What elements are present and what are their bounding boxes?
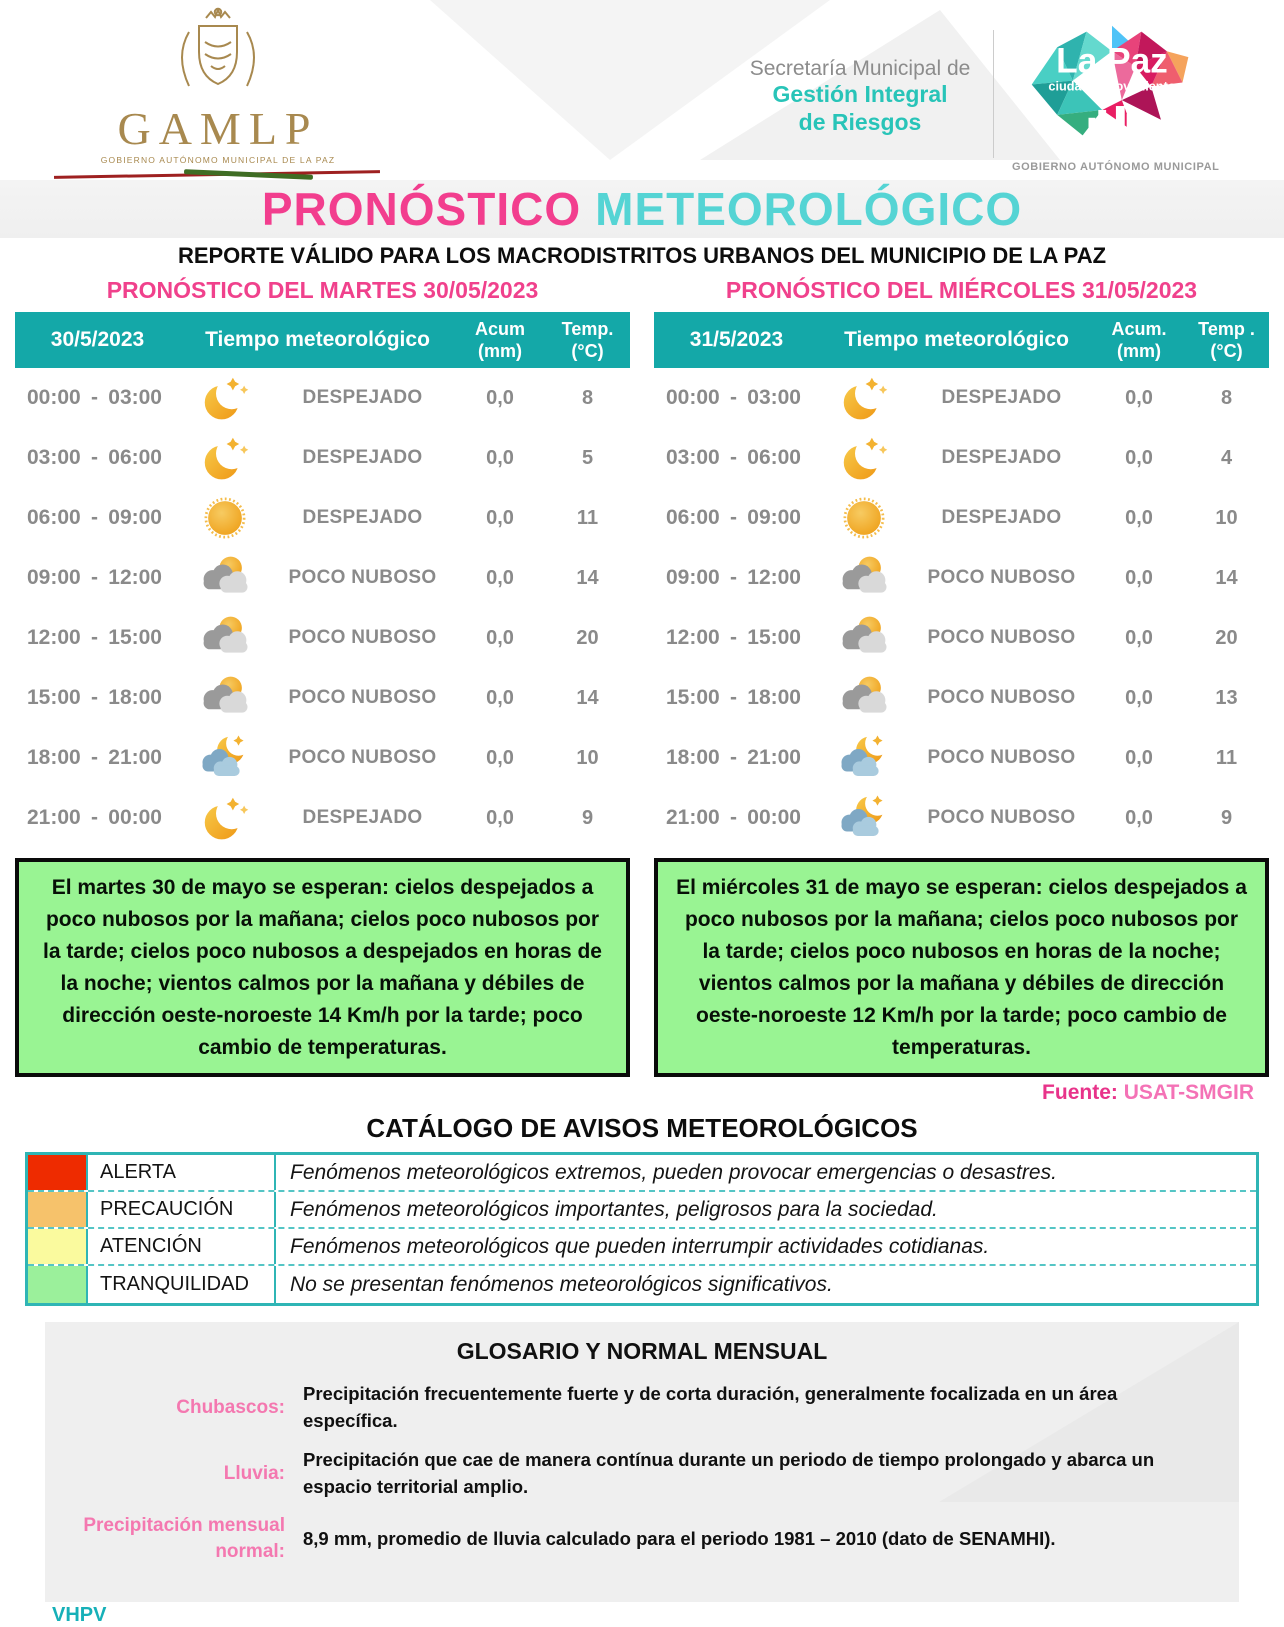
catalog-row (28, 1155, 1256, 1192)
gamlp-logo (48, 4, 388, 181)
warning-catalog (25, 1113, 1259, 1306)
moon-behind-clouds-icon (837, 791, 891, 845)
source-label: Fuente: (1042, 1081, 1118, 1105)
table-header (15, 312, 630, 368)
table-row: 00:00 - 03:00 DESPEJADO 0,0 8 (15, 368, 630, 428)
table-row: 21:00 - 00:00 POCO NUBOSO 0,0 9 (654, 788, 1269, 848)
col-weather: Tiempo meteorológico (205, 328, 430, 351)
tranquility-color-swatch (28, 1266, 86, 1303)
sun-icon (837, 491, 891, 545)
glossary-panel (45, 1322, 1239, 1601)
glossary-term: Chubascos: (176, 1396, 285, 1418)
glossary-definition: Precipitación frecuentemente fuerte y de corta duración, generalmente focalizada en un área específica. (303, 1383, 1118, 1432)
moon-stars-icon (198, 371, 252, 425)
moon-stars-icon (837, 431, 891, 485)
sun-behind-clouds-icon (198, 611, 252, 665)
lapaz-logo (1012, 14, 1220, 173)
source-line (0, 1081, 1284, 1105)
sun-behind-clouds-icon (198, 551, 252, 605)
catalog-description: Fenómenos meteorológicos que pueden interrumpir actividades cotidianas. (274, 1229, 1256, 1264)
source-value: USAT-SMGIR (1123, 1081, 1254, 1105)
col-temp: Temp. (°C) (561, 318, 614, 361)
table-row: 06:00 - 09:00 DESPEJADO 0,0 10 (654, 488, 1269, 548)
col-date: 30/5/2023 (50, 328, 145, 351)
forecast-title-wednesday: PRONÓSTICO DEL MIÉRCOLES 31/05/2023 (725, 277, 1198, 303)
table-row: 15:00 - 18:00 POCO NUBOSO 0,0 14 (15, 668, 630, 728)
catalog-table (25, 1152, 1259, 1306)
gamlp-ribbon (48, 169, 388, 181)
title-part1: PRONÓSTICO (261, 183, 582, 235)
sun-behind-clouds-icon (837, 551, 891, 605)
secretaria-line1: Secretaría Municipal de (749, 57, 971, 80)
table-row: 09:00 - 12:00 POCO NUBOSO 0,0 14 (15, 548, 630, 608)
author-initials: VHPV (52, 1603, 107, 1626)
title-part2: METEOROLÓGICO (595, 183, 1023, 235)
table-row: 09:00 - 12:00 POCO NUBOSO 0,0 14 (654, 548, 1269, 608)
secretaria-block (735, 56, 985, 136)
glossary-term: Precipitación mensual normal: (83, 1514, 285, 1563)
forecast-title-tuesday: PRONÓSTICO DEL MARTES 30/05/2023 (106, 277, 539, 303)
report-subtitle: REPORTE VÁLIDO PARA LOS MACRODISTRITOS URBANOS DEL MUNICIPIO DE LA PAZ (177, 243, 1107, 268)
col-acum: Acum. (mm) (1111, 318, 1167, 361)
forecast-table-wednesday (654, 273, 1269, 1077)
lapaz-caption: GOBIERNO AUTÓNOMO MUNICIPAL (1012, 161, 1220, 173)
gamlp-acronym: GAMLP (117, 103, 319, 154)
moon-stars-icon (198, 431, 252, 485)
lapaz-name: La Paz (1056, 41, 1168, 81)
catalog-label: TRANQUILIDAD (86, 1266, 274, 1303)
secretaria-line2: Gestión Integral (772, 81, 948, 108)
catalog-row (28, 1266, 1256, 1303)
gamlp-crest-icon (159, 4, 277, 106)
sun-behind-clouds-icon (837, 671, 891, 725)
precaution-color-swatch (28, 1192, 86, 1227)
col-weather: Tiempo meteorológico (844, 328, 1069, 351)
gamlp-subtitle: GOBIERNO AUTÓNOMO MUNICIPAL DE LA PAZ (100, 155, 336, 165)
page-header (0, 0, 1284, 180)
header-divider (993, 30, 994, 158)
col-acum: Acum (mm) (474, 318, 525, 361)
moon-behind-clouds-icon (198, 731, 252, 785)
table-row: 15:00 - 18:00 POCO NUBOSO 0,0 13 (654, 668, 1269, 728)
catalog-row (28, 1229, 1256, 1266)
table-row: 21:00 - 00:00 DESPEJADO 0,0 9 (15, 788, 630, 848)
catalog-row (28, 1192, 1256, 1229)
table-row: 12:00 - 15:00 POCO NUBOSO 0,0 20 (15, 608, 630, 668)
catalog-label: ATENCIÓN (86, 1229, 274, 1264)
glossary-definition: 8,9 mm, promedio de lluvia calculado para el periodo 1981 – 2010 (dato de SENAMHI). (303, 1527, 1056, 1549)
table-row: 18:00 - 21:00 POCO NUBOSO 0,0 10 (15, 728, 630, 788)
catalog-description: Fenómenos meteorológicos importantes, peligrosos para la sociedad. (274, 1192, 1256, 1227)
alert-color-swatch (28, 1155, 86, 1190)
catalog-label: ALERTA (86, 1155, 274, 1190)
lapaz-polygon-icon (1014, 14, 1210, 154)
catalog-description: Fenómenos meteorológicos extremos, pueden provocar emergencias o desastres. (274, 1155, 1256, 1190)
table-row: 03:00 - 06:00 DESPEJADO 0,0 5 (15, 428, 630, 488)
glossary-definition: Precipitación que cae de manera contínua durante un periodo de tiempo prolongado y abarca un espacio territorial amplio. (303, 1449, 1155, 1497)
glossary-title: GLOSARIO Y NORMAL MENSUAL (456, 1338, 828, 1365)
table-row: 00:00 - 03:00 DESPEJADO 0,0 8 (654, 368, 1269, 428)
moon-stars-icon (198, 791, 252, 845)
summary-box-wednesday: El miércoles 31 de mayo se esperan: cielos despejados a poco nubosos por la mañana; cielos poco nubosos por la tarde; cielos poco nubosos en horas de la noche; vientos calmos por la mañana y débiles de dirección oeste-noroeste 12 Km/h por la tarde; poco cambio de temperaturas. (654, 858, 1269, 1077)
sun-behind-clouds-icon (198, 671, 252, 725)
table-row: 03:00 - 06:00 DESPEJADO 0,0 4 (654, 428, 1269, 488)
catalog-title: CATÁLOGO DE AVISOS METEOROLÓGICOS (366, 1113, 918, 1144)
table-row: 12:00 - 15:00 POCO NUBOSO 0,0 20 (654, 608, 1269, 668)
glossary-entry (75, 1381, 1209, 1435)
table-row: 18:00 - 21:00 POCO NUBOSO 0,0 11 (654, 728, 1269, 788)
catalog-label: PRECAUCIÓN (86, 1192, 274, 1227)
table-header (654, 312, 1269, 368)
summary-box-tuesday: El martes 30 de mayo se esperan: cielos despejados a poco nubosos por la mañana; cielos poco nubosos por la tarde; cielos poco nubosos a despejados en horas de la noche; vientos calmos por la mañana y débiles de dirección oeste-noroeste 14 Km/h por la tarde; poco cambio de temperaturas. (15, 858, 630, 1077)
moon-stars-icon (837, 371, 891, 425)
attention-color-swatch (28, 1229, 86, 1264)
col-temp: Temp . (°C) (1198, 318, 1255, 361)
moon-behind-clouds-icon (837, 731, 891, 785)
forecast-tables (0, 273, 1284, 1077)
sun-behind-clouds-icon (837, 611, 891, 665)
lapaz-tagline: ciudadenmovimiento (1048, 78, 1176, 94)
forecast-table-tuesday (15, 273, 630, 1077)
glossary-term: Lluvia: (223, 1462, 285, 1484)
sun-icon (198, 491, 252, 545)
glossary-entry (75, 1513, 1209, 1566)
glossary-entry (75, 1447, 1209, 1501)
catalog-description: No se presentan fenómenos meteorológicos significativos. (274, 1266, 1256, 1303)
table-row: 06:00 - 09:00 DESPEJADO 0,0 11 (15, 488, 630, 548)
title-band (0, 180, 1284, 238)
col-date: 31/5/2023 (689, 328, 784, 351)
secretaria-line3: de Riesgos (798, 108, 922, 135)
